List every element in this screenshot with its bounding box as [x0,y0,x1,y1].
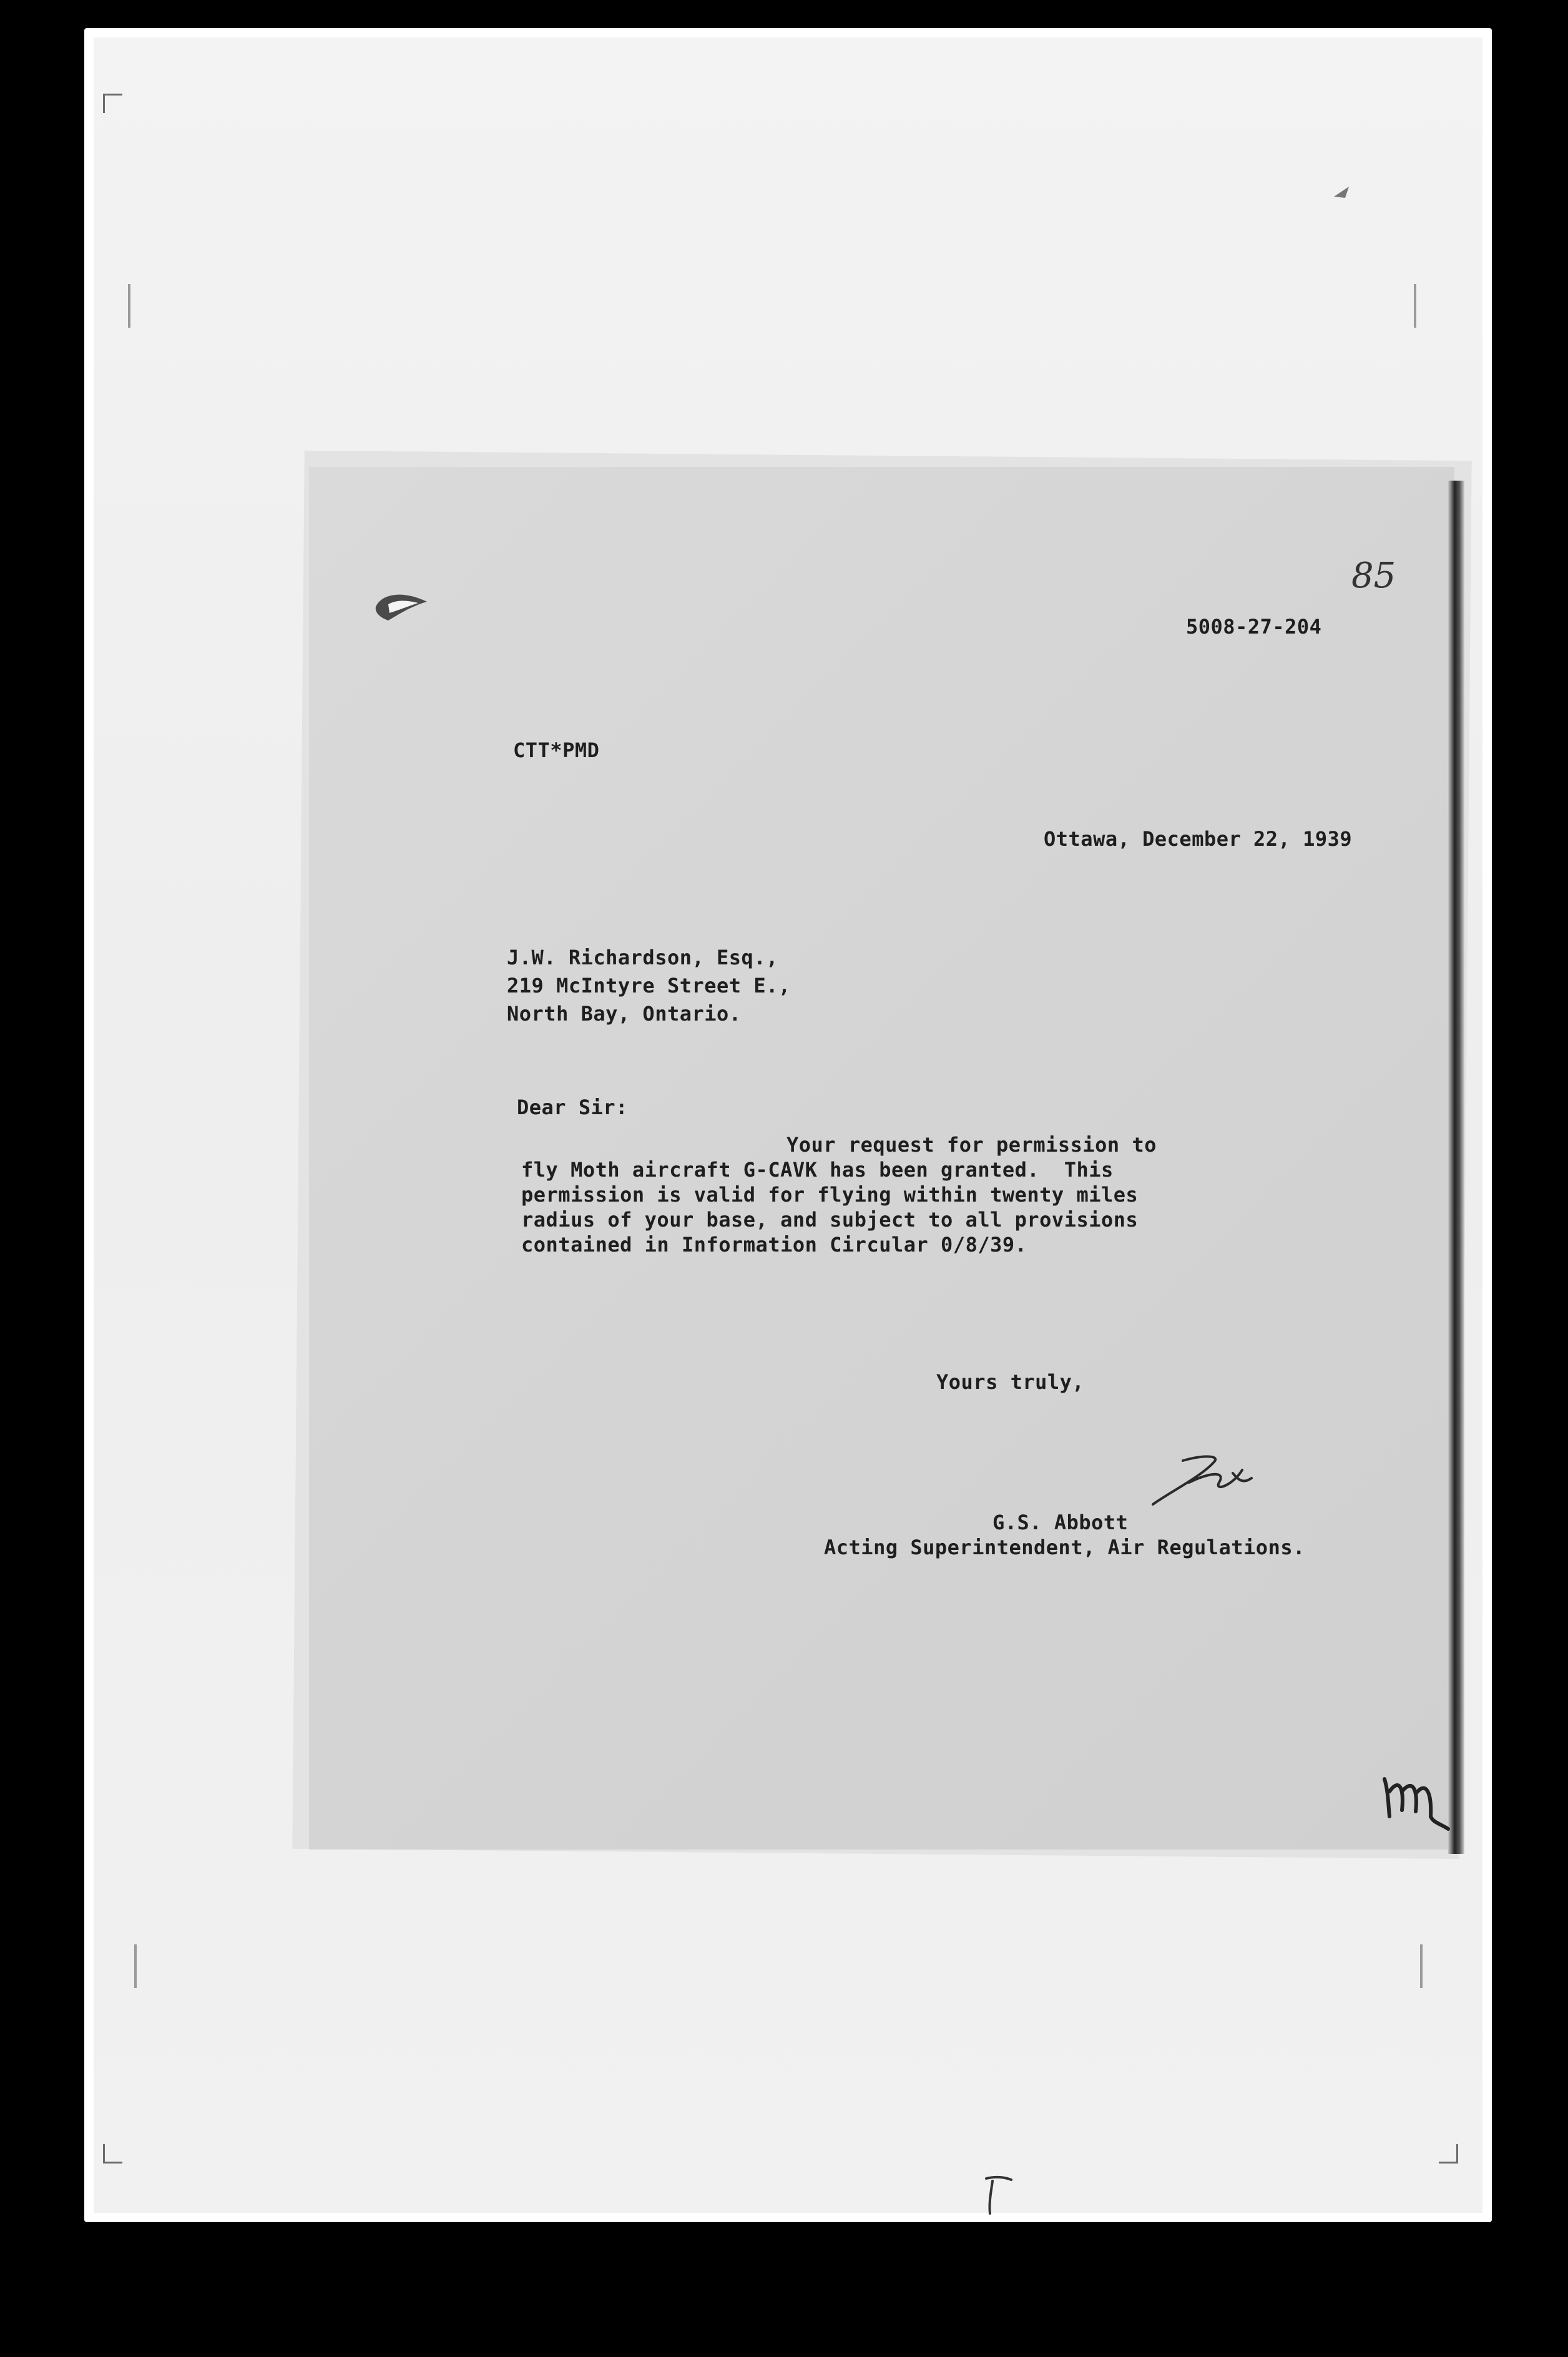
recipient-line: 219 McIntyre Street E., [507,974,791,997]
body-line: Your request for permission to [786,1133,1157,1157]
recipient-line: North Bay, Ontario. [507,1002,742,1026]
body-line: fly Moth aircraft G-CAVK has been granted. This [521,1158,1114,1182]
reference-initials: CTT*PMD [513,738,600,762]
tick-mark-left-lower [134,1944,137,1988]
body-line: radius of your base, and subject to all provisions [521,1208,1139,1232]
closing: Yours truly, [936,1370,1085,1394]
handwritten-signature [1145,1448,1264,1517]
arrow-mark-icon [1333,184,1351,200]
corner-mark-bottom-right [1439,2144,1458,2163]
tick-mark-left-upper [128,284,130,328]
date-line: Ottawa, December 22, 1939 [1044,827,1353,851]
recipient-line: J.W. Richardson, Esq., [507,946,778,969]
corner-mark-bottom-left [103,2144,122,2163]
salutation: Dear Sir: [517,1095,628,1119]
file-number: 5008-27-204 [1186,615,1322,639]
handwritten-mark [974,2172,1017,2216]
body-line: contained in Information Circular 0/8/39. [521,1233,1027,1257]
punch-hole-icon [370,588,432,625]
tick-mark-right-lower [1420,1944,1423,1988]
signer-name: G.S. Abbott [992,1511,1129,1534]
signer-title: Acting Superintendent, Air Regulations. [824,1536,1305,1559]
tick-mark-right-upper [1414,284,1416,328]
body-line: permission is valid for flying within twenty miles [521,1183,1139,1207]
handwritten-initials-mark [1379,1767,1454,1835]
handwritten-page-number: 85 [1351,556,1396,596]
paper-edge [1448,481,1464,1854]
corner-mark-top-left [103,94,122,113]
